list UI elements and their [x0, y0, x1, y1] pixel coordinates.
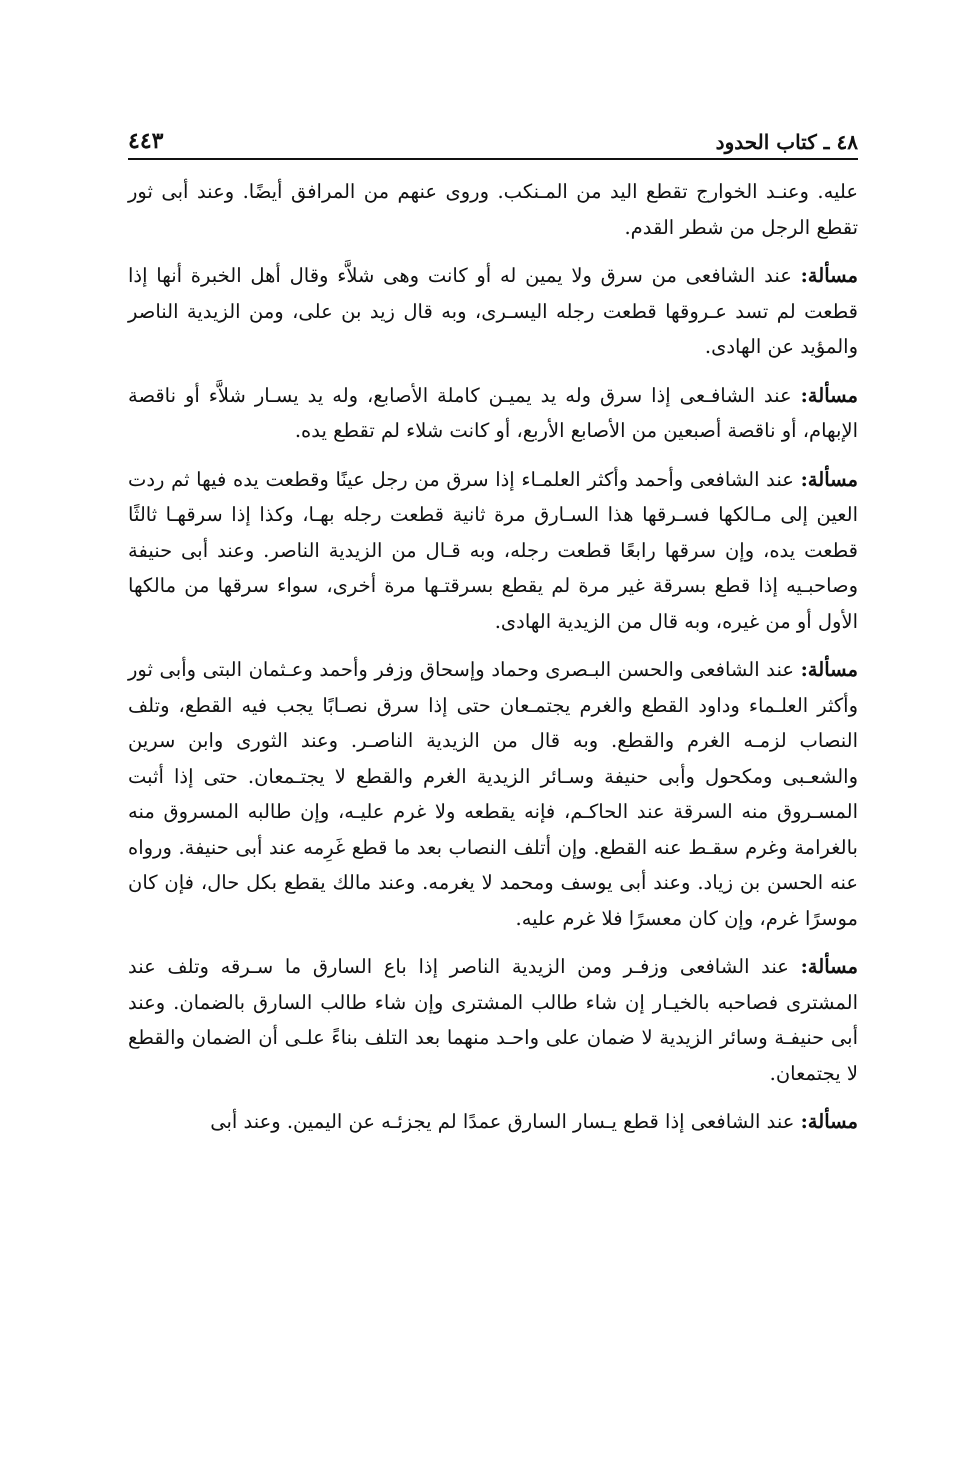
paragraph [128, 652, 858, 936]
book-page [128, 120, 858, 1153]
paragraph [128, 1104, 858, 1140]
paragraph-text: عند الشافـعى إذا سرق وله يد يميـن كاملة الأصابع، وله يد يسـار شلاَّء أو ناقصة الإبهام، أو ناقصة أصبعين من الأصابع الأربع، أو كانت شلاء لم تقطع يده. [128, 383, 858, 442]
paragraph [128, 949, 858, 1091]
paragraph-label: مسألة: [800, 1110, 858, 1133]
paragraph [128, 258, 858, 365]
paragraph [128, 378, 858, 449]
paragraph-label: مسألة: [800, 658, 858, 681]
paragraph [128, 462, 858, 640]
paragraph-text: عند الشافعى من سرق ولا يمين له أو كانت وهى شلاَّء وقال أهل الخبرة أنها إذا قطعت لم تسد عـروقها قطعت رجله اليسـرى، وبه قال زيد بن على، ومن الزيدية الناصر والمؤيد عن الهادى. [128, 264, 858, 358]
paragraph [128, 174, 858, 245]
paragraph-text: عند الشافعى والحسن البـصرى وحماد وإسحاق وزفر وأحمد وعـثمان البتى وأبى ثور وأكثر العلـماء وداود القطع والغرم يجتمـعان حتى إذا سرق نصـابًا يجب فيه القطع، وتلف النصاب لزمـه الغرم والقطع. وبه قال من الزيدية الناصـر. وعند الثورى وابن سرين والشعـبى ومكحول وأبى حنيفة وسـائر الزيدية الغرم والقطع لا يجتـمعان. حتى إذا أثبت المسـروق منه السرقة عند الحاكـم، فإنه يقطعه ولا غرم عليـه، وإن طالبه المسروق منه بالغرامة وغرم سقـط عنه القطع. وإن أتلف النصاب بعد ما قطع غَرِمه عند أبى حنيفة. ورواه عنه الحسن بن زياد. وعند أبى يوسف ومحمد لا يغرمه. وعند مالك يقطع بكل حال، فإن كان موسرًا غرم، وإن كان معسرًا فلا غرم عليه. [128, 658, 858, 930]
paragraph-text: عند الشافعى إذا قطع يـسار السارق عمدًا لم يجزئـه عن اليمين. وعند أبى [210, 1110, 801, 1133]
page-body [128, 174, 858, 1140]
paragraph-text: عند الشافعى وزفـر ومن الزيدية الناصر إذا باع السارق ما سـرقه وتلف عند المشترى فصاحبه بالخيـار إن شاء طالب المشترى وإن شاء طالب السارق بالضمان. وعند أبى حنيفـة وسائر الزيدية لا ضمان على واحـد منهما بعد التلف بناءً علـى أن الضمان والقطع لا يجتمعان. [128, 955, 858, 1085]
page-number: ٤٤٣ [128, 128, 164, 154]
paragraph-label: مسألة: [800, 955, 858, 978]
paragraph-label: مسألة: [800, 467, 858, 491]
paragraph-label: مسألة: [800, 264, 858, 287]
paragraph-label: مسألة: [800, 383, 858, 407]
paragraph-text: عند الشافعى وأحمد وأكثر العلمـاء إذا سرق من رجل عينًا وقطعت يده فيها ثم ردت العين إلى مـالكها فسـرقها هذا السـارق مرة ثانية قطعت رجله بهـا، وكذا إذا سرقهـا ثالثًا قطعت يده، وإن سرقها رابعًا قطعت رجله، وبه قـال من الزيدية الناصر. وعند أبى حنيفة وصاحبـيه إذا قطع بسرقة غير مرة لم يقطع بسرقتـها مرة أخرى، سواء سرقها من مالكها الأول أو من غيره، وبه قال من الزيدية الهادى. [128, 467, 858, 633]
running-title: ٤٨ ـ كتاب الحدود [715, 130, 858, 154]
page-header [128, 120, 858, 160]
paragraph-text: عليه. وعنـد الخوارج تقطع اليد من المـنكب. وروى عنهم من المرافق أيضًا. وعند أبى ثور تقطع الرجل من شطر القدم. [128, 180, 858, 239]
